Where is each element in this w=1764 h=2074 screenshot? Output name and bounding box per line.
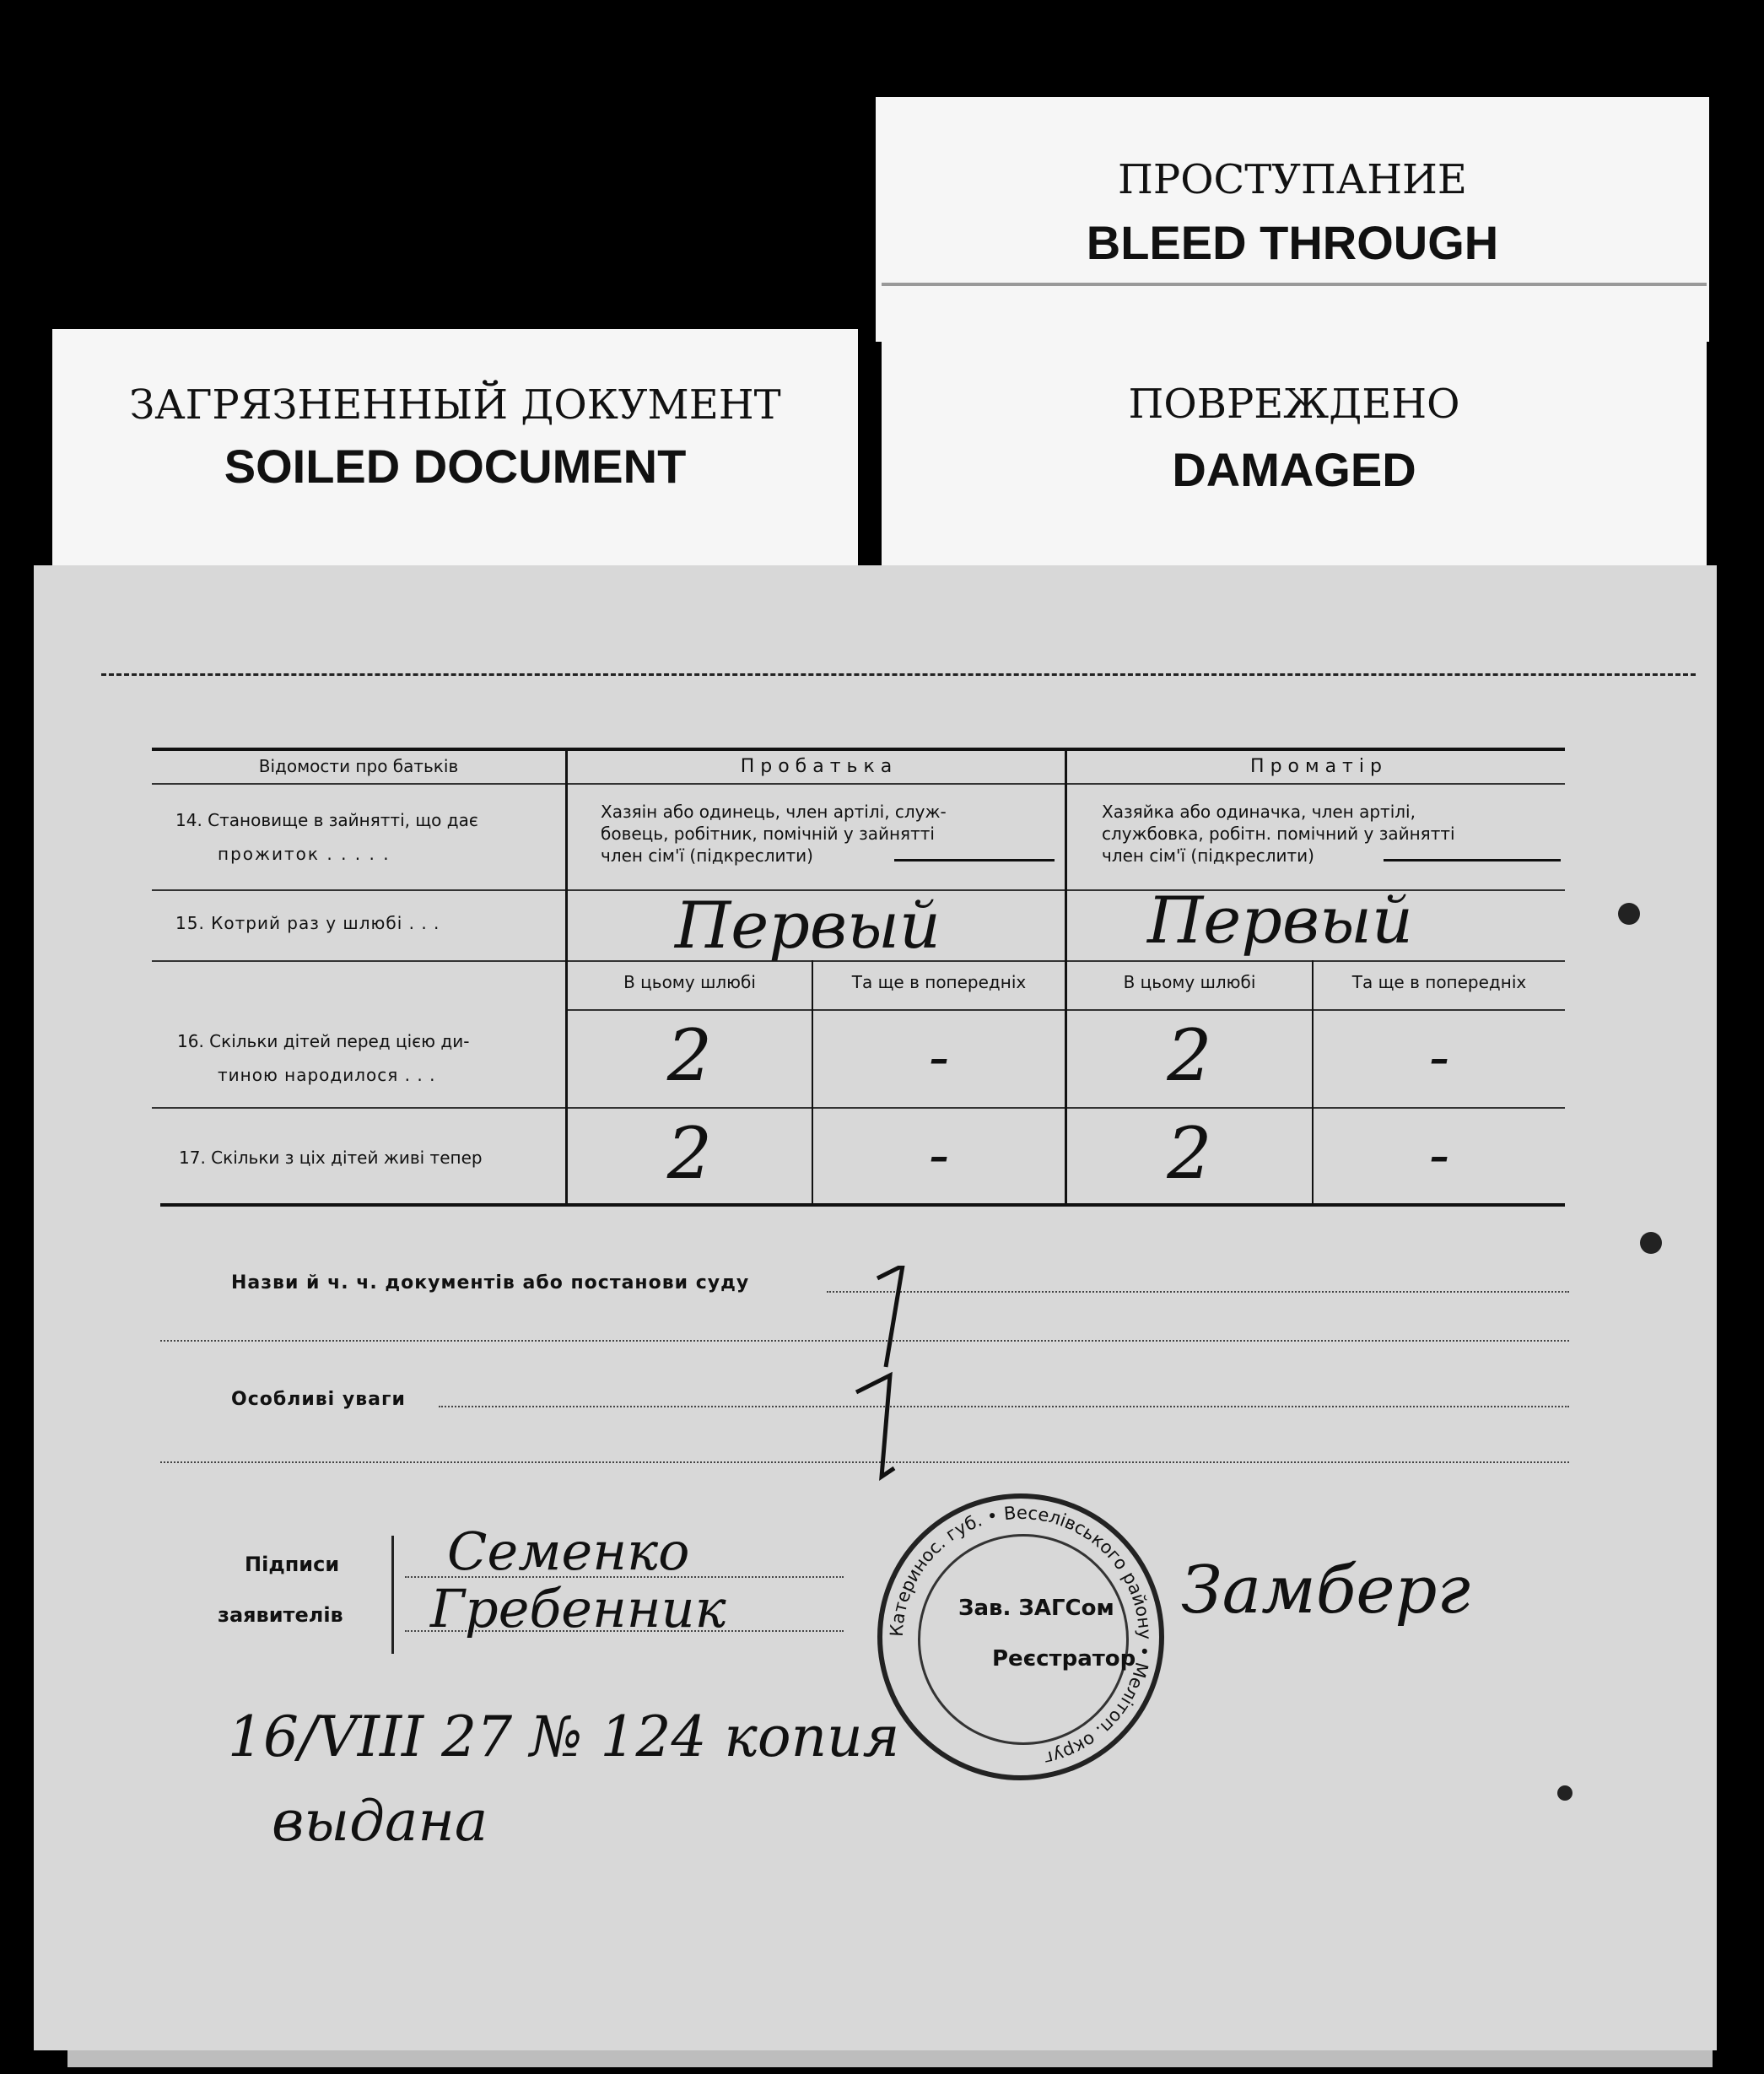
stamp-ring-text-svg	[882, 1499, 1159, 1775]
row17-value-m-prev: -	[1428, 1119, 1450, 1190]
row14-father-2: бовець, робітник, помічній у зайнятті	[601, 824, 935, 844]
notes-label: Особливі уваги	[231, 1389, 406, 1410]
row14-father-1: Хазяін або одинець, член артілі, служ-	[601, 802, 947, 822]
bleed-card-en: BLEED THROUGH	[1086, 216, 1499, 269]
header-section: Відомости про батьків	[258, 756, 459, 776]
bleed-card-ru: ПРОСТУПАНИЕ	[1118, 156, 1467, 203]
stamp-line-2: Реєстратор	[992, 1646, 1136, 1672]
stamp-line-1: Зав. ЗАГСом	[958, 1596, 1114, 1621]
row14-label-2: прожиток . . . . .	[218, 844, 391, 864]
row17-label: 17. Скільки з ціх дітей живі тепер	[179, 1148, 483, 1168]
row17-value-f-prev: -	[928, 1119, 950, 1190]
documents-dash-mark	[844, 1266, 945, 1493]
note-line-1: 16/VIII 27 № 124 копия	[228, 1704, 900, 1769]
row16-value-f-this: 2	[666, 1014, 713, 1097]
subheader-m-this: В цьому шлюбі	[1123, 972, 1256, 992]
row14-mother-3: член сім'ї (підкреслити)	[1102, 845, 1314, 866]
notes-dotted-line	[439, 1406, 1569, 1407]
damaged-card-en: DAMAGED	[1172, 443, 1416, 496]
document-sheet	[34, 565, 1717, 2050]
note-line-2: выдана	[272, 1789, 488, 1854]
signature-bracket	[391, 1536, 394, 1654]
header-mother: П р о м а т і р	[1250, 756, 1382, 777]
signatures-label-2: заявителів	[218, 1603, 343, 1627]
row16-value-f-prev: -	[928, 1021, 950, 1092]
row16-value-m-prev: -	[1428, 1021, 1450, 1092]
signatures-label-1: Підписи	[245, 1553, 340, 1576]
row17-value-f-this: 2	[666, 1112, 713, 1195]
row16-value-m-this: 2	[1167, 1014, 1212, 1097]
svg-text:Катеринос. губ. • Веселівськог	[887, 1503, 1155, 1769]
row14-mother-2: службовка, робітн. помічний у зайнятті	[1102, 824, 1455, 844]
subheader-m-prev: Та ще в попередніх	[1351, 972, 1527, 992]
documents-label: Назви й ч. ч. документів або постанови суду	[231, 1272, 750, 1294]
soiled-document-card	[52, 329, 858, 574]
official-stamp	[877, 1493, 1164, 1780]
registrar-signature: Замберг	[1181, 1553, 1470, 1628]
row14-father-3: член сім'ї (підкреслити)	[601, 845, 813, 866]
row16-label-1: 16. Скільки дітей перед цією ди-	[177, 1031, 470, 1051]
applicant-signature-1: Семенко	[447, 1520, 690, 1582]
damaged-card-ru: ПОВРЕЖДЕНО	[1128, 381, 1460, 428]
table-top-rule	[152, 748, 1565, 751]
row15-father-value: Первый	[675, 888, 941, 963]
row17-value-m-this: 2	[1167, 1112, 1212, 1195]
applicant-signature-2: Гребенник	[430, 1578, 726, 1639]
row16-rule	[152, 1107, 1565, 1109]
punch-hole-2	[1640, 1232, 1662, 1254]
mother-underline	[1384, 859, 1561, 861]
punch-hole-3	[1557, 1785, 1572, 1801]
row14-mother-1: Хазяйка або одиначка, член артілі,	[1102, 802, 1416, 822]
subheader-f-prev: Та ще в попередніх	[851, 972, 1027, 992]
stamp-ring-text: Катеринос. губ. • Веселівського району • Мелітоп. округ	[886, 1502, 1156, 1769]
punch-hole-1	[1618, 903, 1640, 925]
table-bottom-rule	[160, 1203, 1565, 1207]
damaged-card	[882, 283, 1707, 577]
soiled-card-ru: ЗАГРЯЗНЕННЫЙ ДОКУМЕНТ	[129, 381, 781, 429]
father-underline	[894, 859, 1055, 861]
row14-label-1: 14. Становище в зайнятті, що дає	[175, 810, 478, 830]
header-rule	[152, 783, 1565, 785]
subheader-f-this: В цьому шлюбі	[623, 972, 756, 992]
row15-label: 15. Котрий раз у шлюбі . . .	[175, 913, 440, 933]
row15-mother-value: Первый	[1147, 883, 1413, 958]
header-father: П р о б а т ь к а	[740, 756, 893, 777]
soiled-card-en: SOILED DOCUMENT	[224, 440, 687, 493]
fold-dashed-line	[101, 673, 1696, 676]
row16-label-2: тиною народилося . . .	[218, 1065, 436, 1085]
